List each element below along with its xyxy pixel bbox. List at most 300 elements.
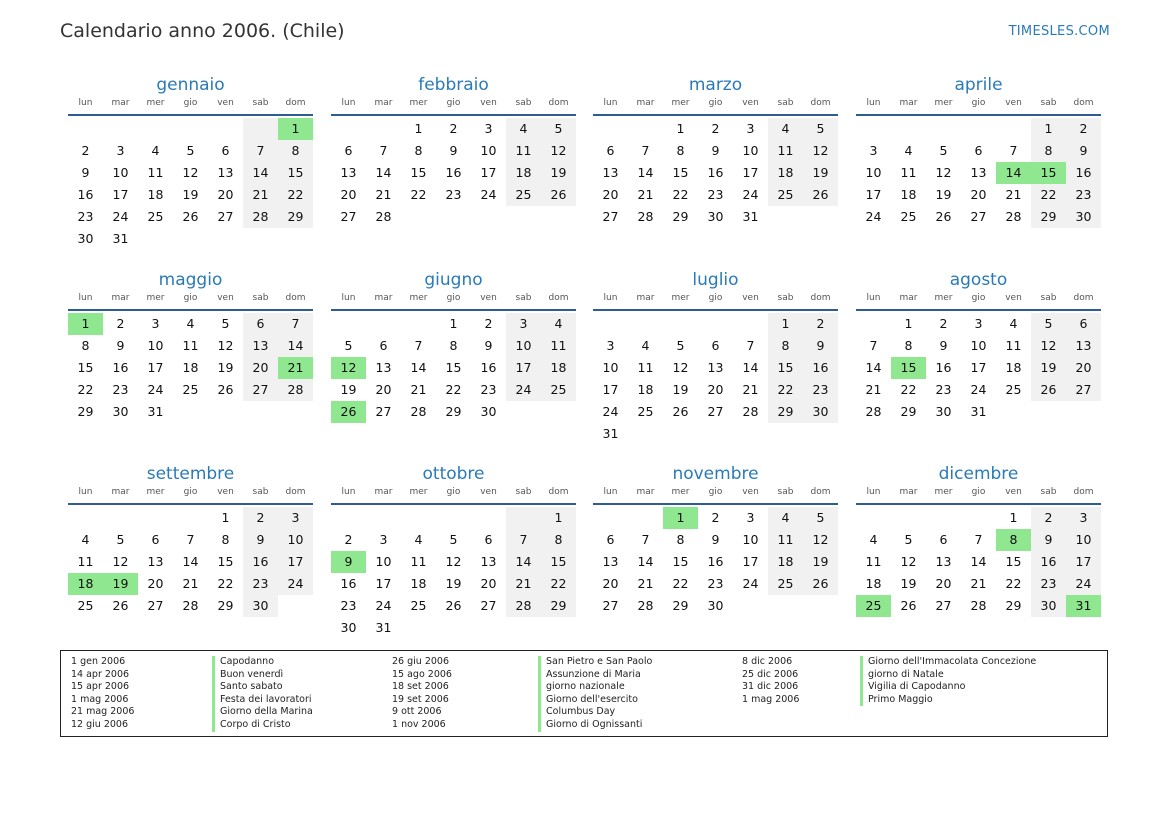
- day-cell: 21: [1005, 187, 1022, 202]
- empty-day-cell: [628, 313, 663, 335]
- day-cell: 11: [768, 529, 803, 551]
- day-cell: 20: [970, 187, 987, 202]
- weekday-label: dom: [810, 98, 831, 108]
- day-cell: 9: [711, 532, 720, 547]
- day-cell: 11: [865, 554, 882, 569]
- day-cell: 25: [506, 184, 541, 206]
- day-cell: 28: [410, 404, 427, 419]
- empty-day-cell: [243, 118, 278, 140]
- month-divider: [593, 309, 838, 311]
- day-cell: 13: [147, 554, 164, 569]
- day-cell: 30: [707, 598, 724, 613]
- legend-entry: Santo sabato: [220, 681, 283, 693]
- holiday-day-cell: 9: [331, 551, 366, 573]
- day-cell: 5: [116, 532, 125, 547]
- day-cell: 28: [970, 598, 987, 613]
- day-cell: 27: [1066, 379, 1101, 401]
- legend-names-column-2: [538, 656, 652, 732]
- day-cell: 2: [116, 316, 125, 331]
- day-cell: 25: [541, 379, 576, 401]
- day-cell: 4: [151, 143, 160, 158]
- empty-day-cell: [436, 617, 471, 639]
- weekday-label: mer: [146, 487, 165, 497]
- day-cell: 22: [217, 576, 234, 591]
- day-cell: 30: [340, 620, 357, 635]
- day-cell: 16: [803, 357, 838, 379]
- day-cell: 24: [278, 573, 313, 595]
- weekday-label: ven: [480, 98, 497, 108]
- day-cell: 10: [147, 338, 164, 353]
- weekday-label: mar: [111, 98, 130, 108]
- weekday-label: gio: [971, 487, 986, 497]
- legend-entry: Giorno dell'Immacolata Concezione: [868, 656, 1037, 667]
- empty-day-cell: [366, 507, 401, 529]
- weekday-label: ven: [1005, 98, 1022, 108]
- day-cell: 1: [1031, 118, 1066, 140]
- day-cell: 7: [506, 529, 541, 551]
- month-divider: [593, 503, 838, 505]
- holiday-day-cell: 1: [278, 118, 313, 140]
- day-cell: 17: [375, 576, 392, 591]
- day-cell: 20: [340, 187, 357, 202]
- day-cell: 11: [768, 140, 803, 162]
- weekday-label: mer: [409, 487, 428, 497]
- day-cell: 20: [217, 187, 234, 202]
- empty-day-cell: [961, 118, 996, 140]
- empty-day-cell: [331, 313, 366, 335]
- day-grid: [331, 118, 576, 228]
- empty-day-cell: [471, 507, 506, 529]
- holiday-day-cell: 25: [856, 595, 891, 617]
- day-cell: 16: [480, 360, 497, 375]
- day-cell: 18: [506, 162, 541, 184]
- day-cell: 3: [746, 510, 755, 525]
- day-cell: 10: [865, 165, 882, 180]
- day-cell: 8: [1031, 140, 1066, 162]
- holiday-legend: [60, 650, 1108, 737]
- empty-day-cell: [506, 617, 541, 639]
- day-cell: 27: [243, 379, 278, 401]
- day-cell: 29: [672, 209, 689, 224]
- empty-day-cell: [1031, 401, 1066, 423]
- day-cell: 31: [742, 209, 759, 224]
- day-cell: 28: [243, 206, 278, 228]
- day-cell: 9: [803, 335, 838, 357]
- empty-day-cell: [331, 507, 366, 529]
- day-cell: 29: [1005, 598, 1022, 613]
- weekday-label: lun: [603, 98, 618, 108]
- day-cell: 21: [375, 187, 392, 202]
- empty-day-cell: [173, 401, 208, 423]
- day-cell: 10: [1066, 529, 1101, 551]
- holiday-day-cell: 12: [331, 357, 366, 379]
- empty-day-cell: [768, 423, 803, 445]
- day-cell: 31: [147, 404, 164, 419]
- day-cell: 23: [77, 209, 94, 224]
- day-cell: 10: [112, 165, 129, 180]
- day-cell: 28: [742, 404, 759, 419]
- empty-day-cell: [891, 507, 926, 529]
- holiday-day-cell: 21: [278, 357, 313, 379]
- weekday-label: ven: [742, 487, 759, 497]
- legend-entry: 1 mag 2006: [71, 693, 129, 705]
- empty-day-cell: [733, 595, 768, 617]
- weekday-label: gio: [446, 293, 461, 303]
- day-cell: 19: [803, 162, 838, 184]
- day-cell: 16: [707, 554, 724, 569]
- legend-entry: Giorno di Ognissanti: [546, 718, 643, 730]
- day-cell: 13: [217, 165, 234, 180]
- day-cell: 21: [506, 573, 541, 595]
- weekday-label: gio: [708, 98, 723, 108]
- weekday-label: sab: [777, 487, 794, 497]
- day-cell: 9: [1066, 140, 1101, 162]
- day-cell: 24: [970, 382, 987, 397]
- day-cell: 12: [672, 360, 689, 375]
- day-cell: 16: [935, 360, 952, 375]
- day-cell: 17: [147, 360, 164, 375]
- empty-day-cell: [698, 313, 733, 335]
- day-cell: 25: [637, 404, 654, 419]
- day-cell: 26: [672, 404, 689, 419]
- day-cell: 31: [375, 620, 392, 635]
- weekday-label: gio: [183, 487, 198, 497]
- day-cell: 10: [278, 529, 313, 551]
- day-cell: 12: [112, 554, 129, 569]
- day-cell: 24: [865, 209, 882, 224]
- day-cell: 28: [182, 598, 199, 613]
- day-cell: 9: [243, 529, 278, 551]
- holiday-day-cell: 15: [891, 357, 926, 379]
- month-maggio: [68, 269, 313, 423]
- day-cell: 14: [970, 554, 987, 569]
- empty-day-cell: [173, 507, 208, 529]
- weekday-label: sab: [515, 293, 532, 303]
- legend-entry: 1 mag 2006: [742, 693, 800, 705]
- day-cell: 14: [182, 554, 199, 569]
- day-cell: 10: [375, 554, 392, 569]
- weekday-label: gio: [708, 487, 723, 497]
- empty-day-cell: [401, 206, 436, 228]
- day-cell: 20: [602, 187, 619, 202]
- empty-day-cell: [926, 507, 961, 529]
- day-cell: 17: [112, 187, 129, 202]
- empty-day-cell: [996, 118, 1031, 140]
- day-cell: 26: [803, 573, 838, 595]
- day-cell: 17: [1066, 551, 1101, 573]
- day-cell: 5: [803, 118, 838, 140]
- day-cell: 21: [742, 382, 759, 397]
- day-cell: 30: [243, 595, 278, 617]
- day-cell: 15: [278, 162, 313, 184]
- weekday-label: ven: [480, 293, 497, 303]
- day-cell: 30: [1031, 595, 1066, 617]
- day-cell: 14: [742, 360, 759, 375]
- day-cell: 13: [1066, 335, 1101, 357]
- empty-day-cell: [138, 507, 173, 529]
- weekday-label: dom: [285, 98, 306, 108]
- empty-day-cell: [856, 507, 891, 529]
- day-cell: 21: [182, 576, 199, 591]
- empty-day-cell: [103, 507, 138, 529]
- month-name: marzo: [688, 75, 743, 95]
- day-cell: 29: [672, 598, 689, 613]
- day-cell: 8: [676, 532, 685, 547]
- day-cell: 3: [974, 316, 983, 331]
- legend-entry: San Pietro e San Paolo: [546, 656, 653, 667]
- day-cell: 2: [711, 121, 720, 136]
- day-cell: 15: [1005, 554, 1022, 569]
- site-link[interactable]: TIMESLES.COM: [1008, 24, 1110, 39]
- day-cell: 30: [77, 231, 94, 246]
- day-cell: 15: [672, 165, 689, 180]
- weekday-header: [331, 291, 576, 305]
- day-cell: 30: [803, 401, 838, 423]
- day-cell: 19: [672, 382, 689, 397]
- day-cell: 4: [641, 338, 650, 353]
- day-cell: 7: [641, 143, 650, 158]
- day-cell: 30: [480, 404, 497, 419]
- empty-day-cell: [541, 206, 576, 228]
- day-cell: 25: [768, 573, 803, 595]
- holiday-day-cell: 19: [103, 573, 138, 595]
- day-cell: 4: [81, 532, 90, 547]
- day-cell: 4: [869, 532, 878, 547]
- day-cell: 22: [278, 184, 313, 206]
- day-cell: 5: [186, 143, 195, 158]
- empty-day-cell: [663, 423, 698, 445]
- day-cell: 20: [243, 357, 278, 379]
- weekday-label: mar: [636, 293, 655, 303]
- day-cell: 7: [379, 143, 388, 158]
- day-cell: 19: [445, 576, 462, 591]
- empty-day-cell: [541, 401, 576, 423]
- legend-entry: giorno di Natale: [868, 668, 944, 680]
- day-cell: 17: [742, 554, 759, 569]
- weekday-label: sab: [777, 293, 794, 303]
- weekday-header: [331, 96, 576, 110]
- legend-entry: Assunzione di Maria: [546, 668, 641, 680]
- weekday-label: dom: [548, 98, 569, 108]
- month-divider: [331, 309, 576, 311]
- weekday-header: [68, 96, 313, 110]
- day-cell: 1: [904, 316, 913, 331]
- empty-day-cell: [891, 118, 926, 140]
- day-cell: 1: [541, 507, 576, 529]
- day-cell: 28: [375, 209, 392, 224]
- day-cell: 8: [768, 335, 803, 357]
- day-grid: [856, 118, 1101, 228]
- weekday-header: [856, 96, 1101, 110]
- legend-entry: 15 apr 2006: [71, 681, 130, 693]
- empty-day-cell: [401, 507, 436, 529]
- day-cell: 16: [707, 165, 724, 180]
- day-cell: 5: [939, 143, 948, 158]
- day-cell: 3: [506, 313, 541, 335]
- day-cell: 17: [278, 551, 313, 573]
- day-cell: 17: [742, 165, 759, 180]
- weekday-label: mer: [671, 98, 690, 108]
- empty-day-cell: [208, 118, 243, 140]
- day-cell: 9: [939, 338, 948, 353]
- month-luglio: [593, 269, 838, 445]
- empty-day-cell: [471, 206, 506, 228]
- day-cell: 14: [637, 554, 654, 569]
- day-cell: 2: [1066, 118, 1101, 140]
- day-cell: 22: [672, 576, 689, 591]
- day-cell: 25: [147, 209, 164, 224]
- weekday-header: [593, 485, 838, 499]
- day-cell: 24: [375, 598, 392, 613]
- day-cell: 7: [1009, 143, 1018, 158]
- day-cell: 13: [707, 360, 724, 375]
- day-cell: 29: [445, 404, 462, 419]
- empty-day-cell: [1066, 401, 1101, 423]
- day-cell: 15: [768, 357, 803, 379]
- weekday-label: lun: [603, 487, 618, 497]
- empty-day-cell: [803, 423, 838, 445]
- weekday-label: dom: [548, 293, 569, 303]
- holiday-day-cell: 14: [996, 162, 1031, 184]
- day-cell: 24: [506, 379, 541, 401]
- day-cell: 18: [1005, 360, 1022, 375]
- day-cell: 28: [637, 209, 654, 224]
- weekday-label: mer: [934, 293, 953, 303]
- day-cell: 21: [865, 382, 882, 397]
- day-cell: 12: [803, 529, 838, 551]
- month-name: febbraio: [418, 75, 489, 95]
- day-cell: 26: [935, 209, 952, 224]
- day-cell: 21: [637, 187, 654, 202]
- day-cell: 17: [480, 165, 497, 180]
- day-cell: 3: [746, 121, 755, 136]
- day-cell: 23: [480, 382, 497, 397]
- empty-day-cell: [243, 228, 278, 250]
- day-cell: 17: [602, 382, 619, 397]
- day-cell: 22: [1031, 184, 1066, 206]
- day-cell: 4: [541, 313, 576, 335]
- day-cell: 11: [147, 165, 164, 180]
- day-cell: 8: [904, 338, 913, 353]
- day-cell: 4: [186, 316, 195, 331]
- day-cell: 17: [506, 357, 541, 379]
- empty-day-cell: [138, 228, 173, 250]
- weekday-label: ven: [217, 98, 234, 108]
- month-divider: [68, 114, 313, 116]
- empty-day-cell: [331, 118, 366, 140]
- day-cell: 19: [935, 187, 952, 202]
- day-cell: 20: [1066, 357, 1101, 379]
- empty-day-cell: [768, 595, 803, 617]
- day-cell: 8: [541, 529, 576, 551]
- month-name: agosto: [949, 270, 1008, 290]
- empty-day-cell: [401, 313, 436, 335]
- day-cell: 27: [970, 209, 987, 224]
- day-cell: 21: [970, 576, 987, 591]
- month-dicembre: [856, 463, 1101, 617]
- day-cell: 11: [182, 338, 199, 353]
- day-cell: 25: [410, 598, 427, 613]
- day-cell: 25: [77, 598, 94, 613]
- day-cell: 3: [116, 143, 125, 158]
- empty-day-cell: [593, 313, 628, 335]
- day-cell: 5: [449, 532, 458, 547]
- day-cell: 24: [1066, 573, 1101, 595]
- empty-day-cell: [436, 507, 471, 529]
- weekday-header: [68, 485, 313, 499]
- day-cell: 25: [768, 184, 803, 206]
- day-cell: 12: [803, 140, 838, 162]
- day-cell: 21: [243, 184, 278, 206]
- weekday-label: lun: [78, 293, 93, 303]
- weekday-label: dom: [285, 293, 306, 303]
- day-cell: 20: [935, 576, 952, 591]
- day-cell: 8: [414, 143, 423, 158]
- month-settembre: [68, 463, 313, 617]
- empty-day-cell: [541, 617, 576, 639]
- day-cell: 7: [186, 532, 195, 547]
- day-cell: 21: [410, 382, 427, 397]
- day-cell: 15: [77, 360, 94, 375]
- weekday-label: mer: [146, 293, 165, 303]
- day-cell: 29: [77, 404, 94, 419]
- day-cell: 11: [410, 554, 427, 569]
- day-cell: 23: [340, 598, 357, 613]
- weekday-label: dom: [810, 487, 831, 497]
- weekday-label: sab: [1040, 487, 1057, 497]
- day-cell: 20: [147, 576, 164, 591]
- weekday-label: mar: [636, 98, 655, 108]
- day-cell: 2: [243, 507, 278, 529]
- legend-entry: 18 set 2006: [392, 681, 449, 693]
- month-giugno: [331, 269, 576, 423]
- weekday-label: mer: [671, 487, 690, 497]
- empty-day-cell: [768, 206, 803, 228]
- weekday-header: [593, 291, 838, 305]
- day-cell: 3: [1066, 507, 1101, 529]
- day-cell: 18: [541, 357, 576, 379]
- day-cell: 17: [865, 187, 882, 202]
- day-cell: 10: [970, 338, 987, 353]
- weekday-label: mer: [409, 293, 428, 303]
- day-cell: 28: [278, 379, 313, 401]
- day-cell: 2: [1031, 507, 1066, 529]
- day-grid: [68, 313, 313, 423]
- day-cell: 6: [221, 143, 230, 158]
- empty-day-cell: [628, 423, 663, 445]
- day-cell: 14: [278, 335, 313, 357]
- day-cell: 3: [151, 316, 160, 331]
- legend-entry: giorno nazionale: [546, 681, 625, 693]
- weekday-label: lun: [866, 487, 881, 497]
- weekday-label: lun: [78, 98, 93, 108]
- holiday-day-cell: 15: [1031, 162, 1066, 184]
- day-cell: 16: [340, 576, 357, 591]
- empty-day-cell: [68, 507, 103, 529]
- day-cell: 7: [641, 532, 650, 547]
- day-cell: 20: [707, 382, 724, 397]
- empty-day-cell: [926, 118, 961, 140]
- legend-entry: Giorno dell'esercito: [546, 693, 638, 705]
- day-cell: 28: [1005, 209, 1022, 224]
- month-name: luglio: [692, 270, 739, 290]
- empty-day-cell: [961, 507, 996, 529]
- weekday-header: [856, 485, 1101, 499]
- day-cell: 12: [217, 338, 234, 353]
- day-cell: 10: [480, 143, 497, 158]
- legend-entry: 12 giu 2006: [71, 718, 128, 730]
- empty-day-cell: [593, 118, 628, 140]
